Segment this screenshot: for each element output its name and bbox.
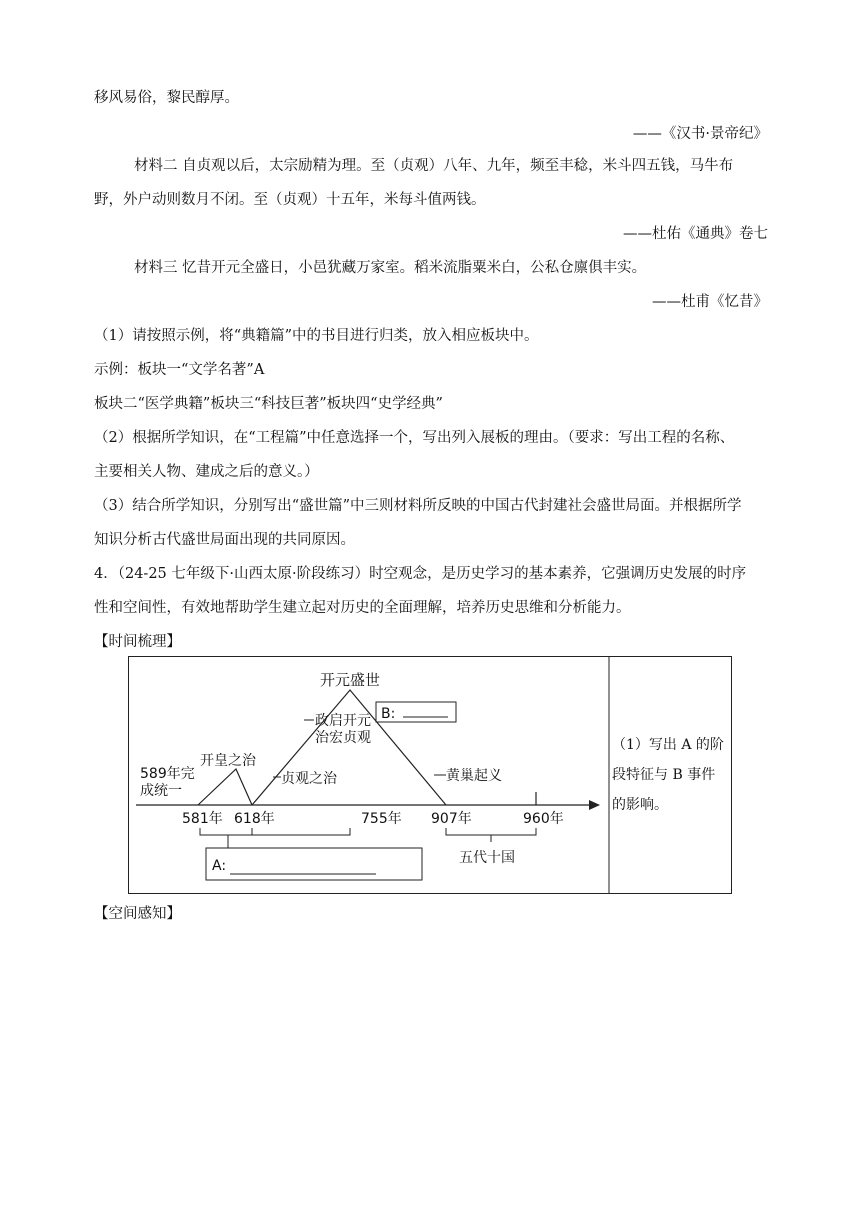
text-line: 野，外户动则数月不闭。至（贞观）十五年，米每斗值两钱。: [94, 192, 486, 208]
a-bracket: [200, 828, 350, 835]
label-zhengqi-1: 政启开元: [315, 713, 371, 729]
question-4: 4．（24-25 七年级下·山西太原·阶段练习）时空观念，是历史学习的基本素养，它强调历史发展的时序: [94, 566, 747, 582]
source-tongdian: ——杜佑《通典》卷七: [623, 226, 768, 242]
axis-arrow: [589, 800, 600, 810]
label-wudai: 五代十国: [459, 850, 515, 866]
text-line: 性和空间性，有效地帮助学生建立起对历史的全面理解，培养历史思维和分析能力。: [94, 600, 631, 616]
text-line: 移风易俗，黎民醇厚。: [94, 90, 239, 106]
label-b: B:: [381, 706, 396, 722]
text-line: 知识分析古代盛世局面出现的共同原因。: [94, 532, 355, 548]
year-755: 755年: [361, 811, 402, 827]
source-hanshu: ——《汉书·景帝纪》: [632, 126, 768, 142]
sections-line: 板块二“医学典籍”板块三“科技巨著”板块四“史学经典”: [94, 396, 443, 412]
label-zhenguan: 贞观之治: [281, 771, 337, 787]
figure-question: （1）写出 A 的阶段特征与 B 事件的影响。: [612, 737, 724, 813]
text-line: 主要相关人物、建成之后的意义。）: [94, 464, 319, 480]
section-space: 【空间感知】: [94, 906, 181, 922]
source-duxi: ——杜甫《忆昔》: [652, 294, 768, 310]
label-zhengqi-2: 治宏贞观: [315, 730, 371, 746]
section-time: 【时间梳理】: [94, 634, 181, 650]
a-box: [206, 848, 422, 880]
label-a: A:: [212, 858, 227, 874]
sui-triangle: [198, 769, 252, 805]
label-kaihuang: 开皇之治: [200, 753, 256, 769]
year-907: 907年: [431, 811, 472, 827]
wudai-bracket: [446, 828, 536, 835]
year-960: 960年: [523, 811, 564, 827]
year-618: 618年: [234, 811, 275, 827]
material-two: 材料二 自贞观以后，太宗励精为理。至（贞观）八年、九年，频至丰稔，米斗四五钱，马牛布: [134, 158, 734, 174]
material-three: 材料三 忆昔开元全盛日，小邑犹藏万家室。稻米流脂粟米白，公私仓廪俱丰实。: [134, 260, 647, 276]
label-kaiyuan: 开元盛世: [320, 671, 381, 689]
question-1: （1）请按照示例，将“典籍篇”中的书目进行归类，放入相应板块中。: [94, 328, 539, 344]
example-line: 示例：板块一“文学名著”A: [94, 362, 265, 378]
year-581: 581年: [182, 811, 223, 827]
question-3: （3）结合所学知识，分别写出“盛世篇”中三则材料所反映的中国古代封建社会盛世局面。并根据所学: [94, 498, 742, 514]
tang-triangle: [252, 690, 446, 805]
label-huangchao: 黄巢起义: [446, 768, 502, 784]
label-unify-1: 589年完: [140, 766, 195, 782]
label-unify-2: 成统一: [140, 783, 182, 799]
question-2: （2）根据所学知识，在“工程篇”中任意选择一个，写出列入展板的理由。（要求：写出工程的名称、: [94, 430, 735, 446]
